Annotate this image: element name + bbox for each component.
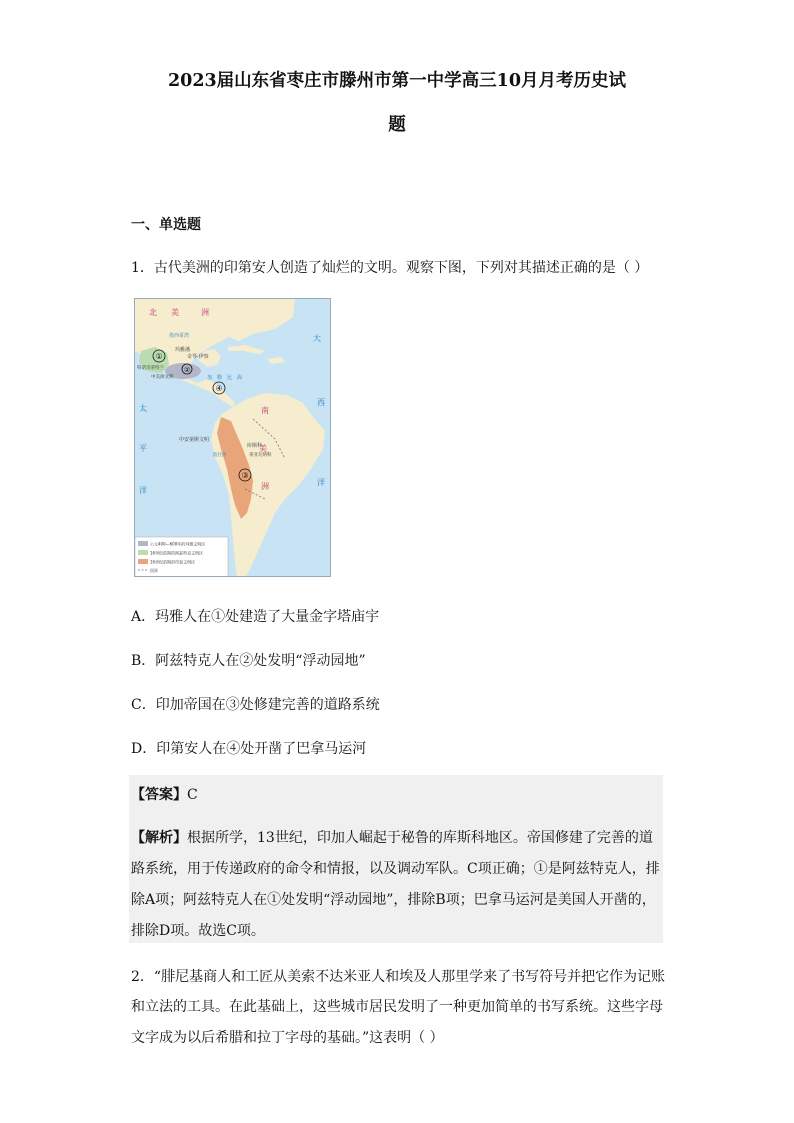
americas-civilization-map xyxy=(134,298,331,577)
answer-value: C xyxy=(187,787,198,803)
question-1-option-a: A．玛雅人在①处建造了大量金字塔庙宇 xyxy=(131,609,380,625)
label-caribbean: 加 勒 比 海 xyxy=(207,375,243,381)
label-mei-n: 美 xyxy=(171,308,179,317)
legend-text-border: 国界 xyxy=(150,568,158,573)
answer-tag: 【答案】 xyxy=(131,787,187,803)
question-1-option-b: B．阿兹特克人在②处发明“浮动园地” xyxy=(131,653,366,669)
marker-4-label: ④ xyxy=(215,384,223,393)
label-xi: 西 xyxy=(317,398,325,407)
label-meso-civ: 中美洲文明 xyxy=(151,375,174,380)
legend-swatch-maya xyxy=(138,541,148,546)
label-da-east: 大 xyxy=(313,334,321,343)
analysis-line-2: 路系统，用于传递政府的命令和情报，以及调动军队。C项正确；①是阿兹特克人，排 xyxy=(131,861,660,877)
label-north: 北 xyxy=(149,308,157,317)
label-maya: 玛雅潘 xyxy=(175,347,191,353)
legend-text-inca: 16世纪前期的印加文明区 xyxy=(150,559,196,565)
legend-text-aztec: 16世纪前期的阿兹特克文明区 xyxy=(150,550,204,556)
marker-1-label: ① xyxy=(155,352,163,361)
legend-text-maya: 公元400—600年的玛雅文明区 xyxy=(150,541,206,547)
marker-3-label: ③ xyxy=(241,471,249,480)
question-2-line-1: 2．“腓尼基商人和工匠从美索不达米亚人和埃及人那里学来了书写符号并把它作为记账 xyxy=(131,969,666,985)
legend-swatch-inca xyxy=(138,559,148,564)
marker-2-label: ② xyxy=(184,366,191,374)
label-yang-east: 洋 xyxy=(317,478,325,487)
question-2-line-2: 和立法的工具。在此基础上，这些城市居民发明了一种更加简单的书写系统。这些字母 xyxy=(131,999,663,1015)
analysis-tag: 【解析】 xyxy=(131,830,187,846)
label-chichen: 奇琴·伊察 xyxy=(187,354,209,360)
analysis-text-1: 根据所学，13世纪，印加人崛起于秘鲁的库斯科地区。帝国修建了完善的道 xyxy=(187,830,653,846)
answer-line xyxy=(131,784,198,804)
label-tai: 太 xyxy=(139,404,147,413)
analysis-line-4: 排除D项。故选C项。 xyxy=(131,923,265,939)
question-1-stem: 1．古代美洲的印第安人创造了灿烂的文明。观察下图，下列对其描述正确的是（ ） xyxy=(131,260,649,276)
label-zhou-n: 洲 xyxy=(201,308,209,317)
question-1-option-d: D．印第安人在④处开凿了巴拿马运河 xyxy=(131,741,367,757)
label-nan: 南 xyxy=(261,406,269,415)
label-ping: 平 xyxy=(139,444,147,453)
map-graphic xyxy=(135,299,331,577)
document-title-line-1: 2023届山东省枣庄市滕州市第一中学高三10月月考历史试 xyxy=(167,71,627,91)
question-2-line-3: 文字成为以后希腊和拉丁字母的基础。”这表明（ ） xyxy=(131,1030,444,1046)
legend-swatch-aztec xyxy=(138,550,148,555)
label-aztec-region: 墨西哥湾 xyxy=(169,333,190,339)
label-zhou-s: 洲 xyxy=(261,482,269,491)
label-tenochtitlan: 特诺奇蒂特兰 xyxy=(137,366,164,371)
label-andes-civ: 中安第斯文明 xyxy=(179,437,210,443)
label-potosi: 波托西 xyxy=(213,453,227,458)
label-yang-west: 洋 xyxy=(139,486,147,495)
label-tiwanaku: 蒂亚瓦纳科 xyxy=(249,453,272,458)
section-header: 一、单选题 xyxy=(131,217,201,233)
analysis-line-3: 除A项；阿兹特克人在①处发明“浮动园地”，排除B项；巴拿马运河是美国人开凿的， xyxy=(131,892,656,908)
label-cusco: 库斯科 xyxy=(247,443,263,449)
analysis-line-1 xyxy=(131,827,653,847)
question-1-option-c: C．印加帝国在③处修建完善的道路系统 xyxy=(131,697,380,713)
label-mei-s: 美 xyxy=(259,444,267,453)
document-title-line-2: 题 xyxy=(388,115,406,135)
